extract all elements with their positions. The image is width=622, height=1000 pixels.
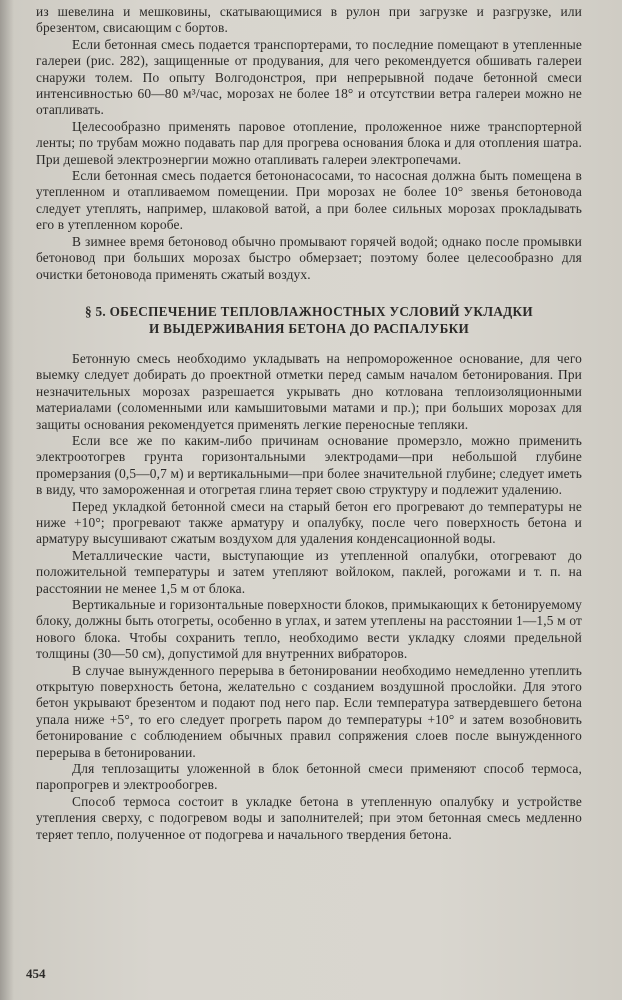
section-heading-line-2: И ВЫДЕРЖИВАНИЯ БЕТОНА ДО РАСПАЛУБКИ [148,320,470,336]
paragraph: Для теплозащиты уложенной в блок бетонной смеси применяют способ термоса, паропрогрев и электрообогрев. [36,761,582,793]
page-number: 454 [26,966,46,981]
paragraph: Целесообразно применять паровое отопление, проложенное ниже транспортерной ленты; по трубам можно подавать пар для прогрева основания блока и для отопления шатра. При дешевой электроэнергии можно отапливать галереи электропечами. [36,118,582,167]
paragraph: Если бетонная смесь подается бетононасосами, то насосная должна быть помещена в утепленном и отапливаемом помещении. При морозах не более 10° звенья бетоновода следует утеплять, например, шлаковой ватой, а при более сильных морозах прокладывать его в утепленном коробе. [36,168,582,233]
paragraph: В зимнее время бетоновод обычно промывают горячей водой; однако после промывки бетоновод при больших морозах быстро обмерзает; поэтому более целесообразно для очистки бетоновода применять сжатый воздух. [36,233,582,282]
section-heading [36,303,582,337]
paragraph: из шевелина и мешковины, скатывающимися в рулон при загрузке и разгрузке, или брезентом, свисающим с бортов. [36,4,582,36]
paragraph: Металлические части, выступающие из утепленной опалубки, отогревают до положительной температуры и затем утепляют войлоком, паклей, рогожами и т. п. на расстоянии не менее 1,5 м от блока. [36,547,582,596]
section-heading-line-1: § 5. ОБЕСПЕЧЕНИЕ ТЕПЛОВЛАЖНОСТНЫХ УСЛОВИЙ УКЛАДКИ [85,303,533,319]
paragraph: В случае вынужденного перерыва в бетонировании необходимо немедленно утеплить открытую поверхность бетона, желательно с созданием воздушной прослойки. Для этого бетон укрывают брезентом и подают под него пар. Если температура затвердевшего бетона упала ниже +5°, то его следует прогреть паром до температуры +10° и затем возобновить бетонирование с соблюдением обычных правил сопряжения слоев после вынужденного перерыва в бетонировании. [36,662,582,760]
paragraph: Если все же по каким-либо причинам основание промерзло, можно применить электроотогрев грунта горизонтальными электродами—при небольшой глубине промерзания (0,5—0,7 м) и вертикальными—при более значительной глубине; следует иметь в виду, что замороженная и отогретая глина теряет свою структуру и подлежит удалению. [36,432,582,498]
paragraph: Если бетонная смесь подается транспортерами, то последние помещают в утепленные галереи (рис. 282), защищенные от продувания, для чего рекомендуется обшивать галереи снаружи толем. По опыту Волгодонстроя, при непрерывной подаче бетонной смеси интенсивностью 60—80 м³/час, морозах не более 18° и отсутствии ветра галереи можно не отапливать. [36,36,582,118]
paragraph: Бетонную смесь необходимо укладывать на непромороженное основание, для чего выемку следует добирать до проектной отметки перед самым началом бетонирования. При незначительных морозах разрешается укрывать дно котлована теплоизоляционными материалами (соломенными или камышитовыми матами и пр.); при больших морозах для защиты основания рекомендуется применять легкие переносные тепляки. [36,350,582,432]
paragraph: Перед укладкой бетонной смеси на старый бетон его прогревают до температуры не ниже +10°; прогревают также арматуру и опалубку, после чего поверхность бетона и арматуру высушивают сжатым воздухом для удаления конденсационной воды. [36,498,582,547]
paragraph: Способ термоса состоит в укладке бетона в утепленную опалубку и устройстве утепления сверху, с подогревом воды и заполнителей; при этом бетонная смесь медленно теряет тепло, полученное от подогрева и начального твердения бетона. [36,793,582,842]
paragraph: Вертикальные и горизонтальные поверхности блоков, примыкающих к бетонируемому блоку, должны быть отогреты, особенно в углах, и затем утеплены на расстоянии 1—1,5 м от нового блока. Чтобы сохранить тепло, необходимо вести укладку слоями предельной толщины (30—50 см), допустимой для внутренних вибраторов. [36,597,582,662]
